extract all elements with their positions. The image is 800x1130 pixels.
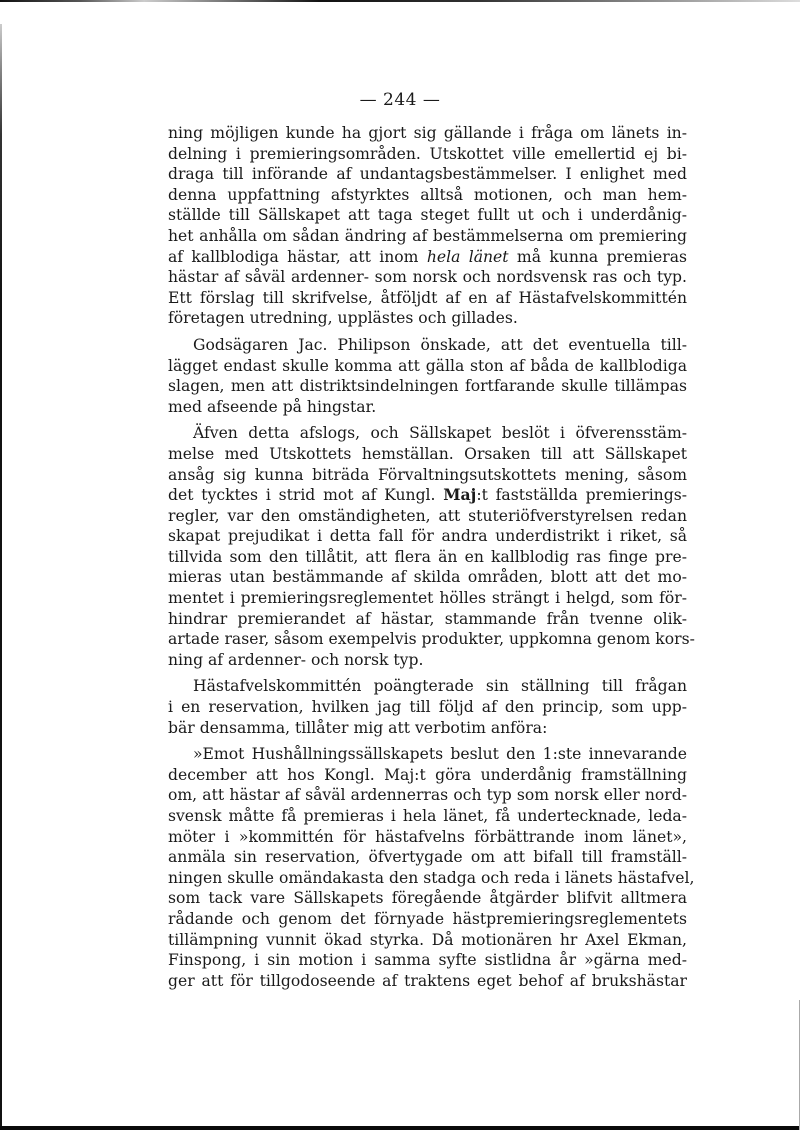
text-line: ningen skulle omändakasta den stadga och reda i länets hästafvel,	[168, 868, 695, 887]
text-line: af kallblodiga hästar, att inom hela länet må kunna premieras	[168, 247, 687, 266]
text-line: het anhålla om sådan ändring af bestämmelserna om premiering	[168, 226, 687, 245]
text-line: bär densamma, tillåter mig att verbotim anföra:	[168, 718, 548, 737]
paragraph	[168, 676, 687, 738]
paragraph	[168, 423, 695, 670]
text-line: ställde till Sällskapet att taga steget fullt ut och i underdånig-	[168, 206, 687, 225]
text-line: Godsägaren Jac. Philipson önskade, att det eventuella till-	[193, 335, 687, 354]
text-line: det tycktes i strid mot af Kungl. Maj:t fastställda premierings-	[168, 485, 687, 505]
text-line: lägget endast skulle komma att gälla ston af båda de kallblodiga	[168, 356, 687, 375]
scan-edge-left	[0, 24, 2, 1130]
text-line: skapat prejudikat i detta fall för andra underdistrikt i riket, så	[168, 527, 687, 546]
text-line: denna uppfattning afstyrktes alltså motionen, och man hem-	[168, 185, 687, 204]
text-line: om, att hästar af såväl ardennerras och typ som norsk eller nord-	[168, 786, 687, 805]
text-line: ansåg sig kunna biträda Förvaltningsutskottets mening, såsom	[168, 465, 687, 484]
text-line: ger att för tillgodoseende af traktens eget behof af brukshästar	[168, 971, 687, 990]
text-line: Äfven detta afslogs, och Sällskapet beslöt i öfverensstäm-	[193, 424, 687, 443]
page-number: — 244 —	[359, 90, 441, 110]
text-line: melse med Utskottets hemställan. Orsaken till att Sällskapet	[168, 444, 687, 463]
text-line: hästar af såväl ardenner- som norsk och nordsvensk ras och typ.	[168, 268, 687, 287]
text-line: i en reservation, hvilken jag till följd af den princip, som upp-	[168, 698, 687, 717]
text-line: draga till införande af undantagsbestämmelser. I enlighet med	[168, 165, 687, 184]
text-line: ning möjligen kunde ha gjort sig gällande i fråga om länets in-	[168, 124, 687, 142]
text-line: ning af ardenner- och norsk typ.	[168, 650, 424, 669]
text-line: hindrar premierandet af hästar, stammande från tvenne olik-	[168, 609, 687, 628]
text-line: regler, var den omständigheten, att stuteriöfverstyrelsen redan	[168, 506, 687, 525]
text-line: med afseende på hingstar.	[168, 397, 377, 416]
body-text	[168, 123, 695, 991]
text-line: slagen, men att distriktsindelningen fortfarande skulle tillämpas	[168, 377, 687, 396]
text-line: tillämpning vunnit ökad styrka. Då motionären hr Axel Ekman,	[168, 930, 687, 949]
text-line: svensk måtte få premieras i hela länet, få undertecknade, leda-	[168, 807, 687, 825]
scan-edge-top	[0, 0, 800, 2]
text-line: Finspong, i sin motion i samma syfte sistlidna år »gärna med-	[168, 951, 687, 970]
paragraph	[168, 335, 687, 417]
paragraph	[168, 744, 695, 991]
italic-text: hela länet	[426, 247, 509, 266]
scan-edge-bottom	[0, 1126, 800, 1130]
bold-text: Maj	[443, 485, 477, 505]
text-line: Hästafvelskommittén poängterade sin ställning till frågan	[193, 677, 687, 696]
text-line: mentet i premieringsreglementet hölles strängt i helgd, som för-	[168, 589, 687, 608]
text-line: mieras utan bestämmande af skilda områden, blott att det mo-	[168, 568, 687, 587]
text-line: delning i premieringsområden. Utskottet ville emellertid ej bi-	[168, 144, 687, 163]
text-line: artade raser, såsom exempelvis produkter, uppkomna genom kors-	[168, 630, 695, 649]
paragraph	[168, 123, 687, 329]
text-line: anmäla sin reservation, öfvertygade om att bifall till framställ-	[168, 848, 687, 867]
text-line: som tack vare Sällskapets föregående åtgärder blifvit alltmera	[168, 889, 687, 908]
text-line: »Emot Hushållningssällskapets beslut den 1:ste innevarande	[193, 745, 687, 764]
text-line: december att hos Kongl. Maj:t göra underdånig framställning	[168, 765, 687, 784]
text-line: tillvida som den tillåtit, att flera än en kallblodig ras finge pre-	[168, 547, 687, 566]
text-line: möter i »kommittén för hästafvelns förbättrande inom länet»,	[168, 827, 687, 846]
text-line: företagen utredning, upplästes och gillades.	[168, 309, 518, 328]
text-line: rådande och genom det förnyade hästpremieringsreglementets	[168, 909, 687, 928]
text-line: Ett förslag till skrifvelse, åtföljdt af en af Hästafvelskommittén	[168, 288, 687, 307]
